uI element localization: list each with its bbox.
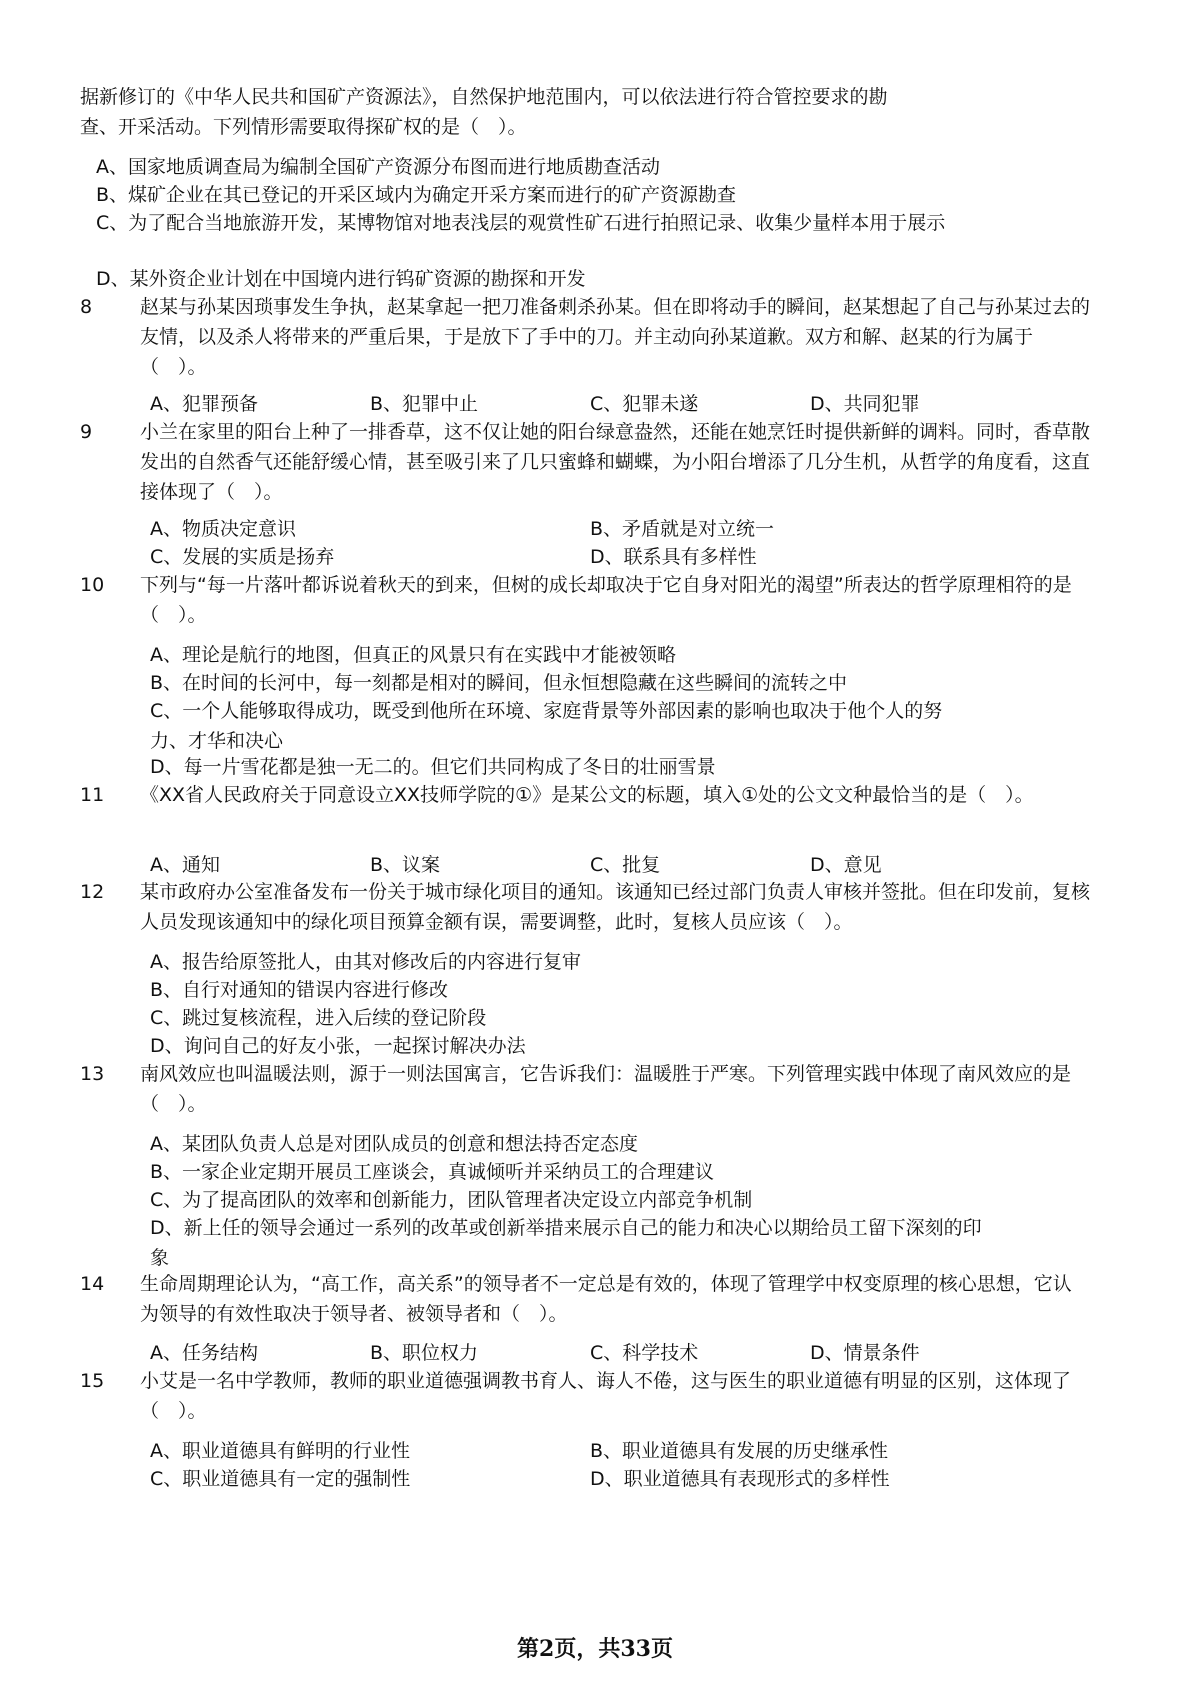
option-c: C、跳过复核流程，进入后续的登记阶段: [150, 1007, 487, 1029]
option-a: A、报告给原签批人，由其对修改后的内容进行复审: [150, 951, 581, 973]
question-stem-continued: 据新修订的《中华人民共和国矿产资源法》，自然保护地范围内，可以依法进行符合管控要求的勘查、开采活动。下列情形需要取得探矿权的是（ ）。: [80, 86, 888, 138]
question-stem: 小艾是一名中学教师，教师的职业道德强调教书育人、诲人不倦，这与医生的职业道德有明显的区别，这体现了（ ）。: [140, 1370, 1072, 1422]
option-c: C、职业道德具有一定的强制性: [150, 1468, 411, 1490]
option-b: B、一家企业定期开展员工座谈会，真诚倾听并采纳员工的合理建议: [150, 1161, 715, 1183]
option-a: A、理论是航行的地图，但真正的风景只有在实践中才能被领略: [150, 644, 676, 666]
option-a: A、职业道德具有鲜明的行业性: [150, 1440, 410, 1462]
option-d: D、联系具有多样性: [590, 546, 757, 568]
option-c: C、犯罪未遂: [590, 393, 699, 415]
option-b: B、职位权力: [370, 1342, 479, 1364]
option-b: B、职业道德具有发展的历史继承性: [590, 1440, 889, 1462]
page-number-footer: 第2页，共33页: [517, 1636, 673, 1662]
question-number: 15: [80, 1370, 105, 1392]
option-b: B、煤矿企业在其已登记的开采区域内为确定开采方案而进行的矿产资源勘查: [96, 184, 737, 206]
question-stem: 《XX省人民政府关于同意设立XX技师学院的①》是某公文的标题，填入①处的公文文种最恰当的是（ ）。: [140, 784, 1034, 806]
option-c: C、科学技术: [590, 1342, 699, 1364]
option-a: A、国家地质调查局为编制全国矿产资源分布图而进行地质勘查活动: [96, 156, 660, 178]
option-d: D、意见: [810, 854, 882, 876]
option-c: C、为了配合当地旅游开发，某博物馆对地表浅层的观赏性矿石进行拍照记录、收集少量样本用于展示: [96, 212, 946, 234]
option-b: B、议案: [370, 854, 441, 876]
option-d: D、共同犯罪: [810, 393, 920, 415]
option-a: A、某团队负责人总是对团队成员的创意和想法持否定态度: [150, 1133, 638, 1155]
question-number: 9: [80, 421, 93, 443]
option-a: A、通知: [150, 854, 220, 876]
question-stem: 赵某与孙某因琐事发生争执，赵某拿起一把刀准备刺杀孙某。但在即将动手的瞬间，赵某想起了自己与孙某过去的友情，以及杀人将带来的严重后果，于是放下了手中的刀。并主动向孙某道歉。双方和解、赵某的行为属于（ ）。: [140, 296, 1091, 378]
option-b: B、自行对通知的错误内容进行修改: [150, 979, 449, 1001]
question-stem: 南风效应也叫温暖法则，源于一则法国寓言，它告诉我们：温暖胜于严寒。下列管理实践中体现了南风效应的是（ ）。: [140, 1063, 1072, 1115]
option-b: B、矛盾就是对立统一: [590, 518, 775, 540]
option-c: C、一个人能够取得成功，既受到他所在环境、家庭背景等外部因素的影响也取决于他个人的努力、才华和决心: [150, 700, 943, 752]
option-d: D、询问自己的好友小张，一起探讨解决办法: [150, 1035, 526, 1057]
question-number: 13: [80, 1063, 105, 1085]
option-d: D、情景条件: [810, 1342, 920, 1364]
question-number: 14: [80, 1273, 105, 1295]
option-a: A、物质决定意识: [150, 518, 296, 540]
question-stem: 小兰在家里的阳台上种了一排香草，这不仅让她的阳台绿意盎然，还能在她烹饪时提供新鲜的调料。同时，香草散发出的自然香气还能舒缓心情，甚至吸引来了几只蜜蜂和蝴蝶，为小阳台增添了几分生机，从哲学的角度看，这直接体现了（ ）。: [140, 421, 1091, 503]
option-b: B、犯罪中止: [370, 393, 479, 415]
question-stem: 下列与“每一片落叶都诉说着秋天的到来，但树的成长却取决于它自身对阳光的渴望”所表达的哲学原理相符的是（ ）。: [140, 574, 1072, 626]
option-c: C、为了提高团队的效率和创新能力，团队管理者决定设立内部竞争机制: [150, 1189, 753, 1211]
option-c: C、发展的实质是扬弃: [150, 546, 335, 568]
option-d: D、职业道德具有表现形式的多样性: [590, 1468, 890, 1490]
option-a: A、犯罪预备: [150, 393, 258, 415]
question-stem: 生命周期理论认为，“高工作，高关系”的领导者不一定总是有效的，体现了管理学中权变原理的核心思想，它认为领导的有效性取决于领导者、被领导者和（ ）。: [140, 1273, 1072, 1325]
question-stem: 某市政府办公室准备发布一份关于城市绿化项目的通知。该通知已经过部门负责人审核并签批。但在印发前，复核人员发现该通知中的绿化项目预算金额有误，需要调整，此时，复核人员应该（ ）。: [140, 881, 1091, 933]
option-a: A、任务结构: [150, 1342, 258, 1364]
question-number: 11: [80, 784, 105, 806]
question-number: 8: [80, 296, 93, 318]
option-d: D、每一片雪花都是独一无二的。但它们共同构成了冬日的壮丽雪景: [150, 756, 716, 778]
question-number: 10: [80, 574, 105, 596]
option-b: B、在时间的长河中，每一刻都是相对的瞬间，但永恒想隐藏在这些瞬间的流转之中: [150, 672, 848, 694]
question-number: 12: [80, 881, 105, 903]
option-c: C、批复: [590, 854, 661, 876]
option-d: D、新上任的领导会通过一系列的改革或创新举措来展示自己的能力和决心以期给员工留下深刻的印象: [150, 1217, 982, 1269]
option-d: D、某外资企业计划在中国境内进行钨矿资源的勘探和开发: [96, 268, 586, 290]
